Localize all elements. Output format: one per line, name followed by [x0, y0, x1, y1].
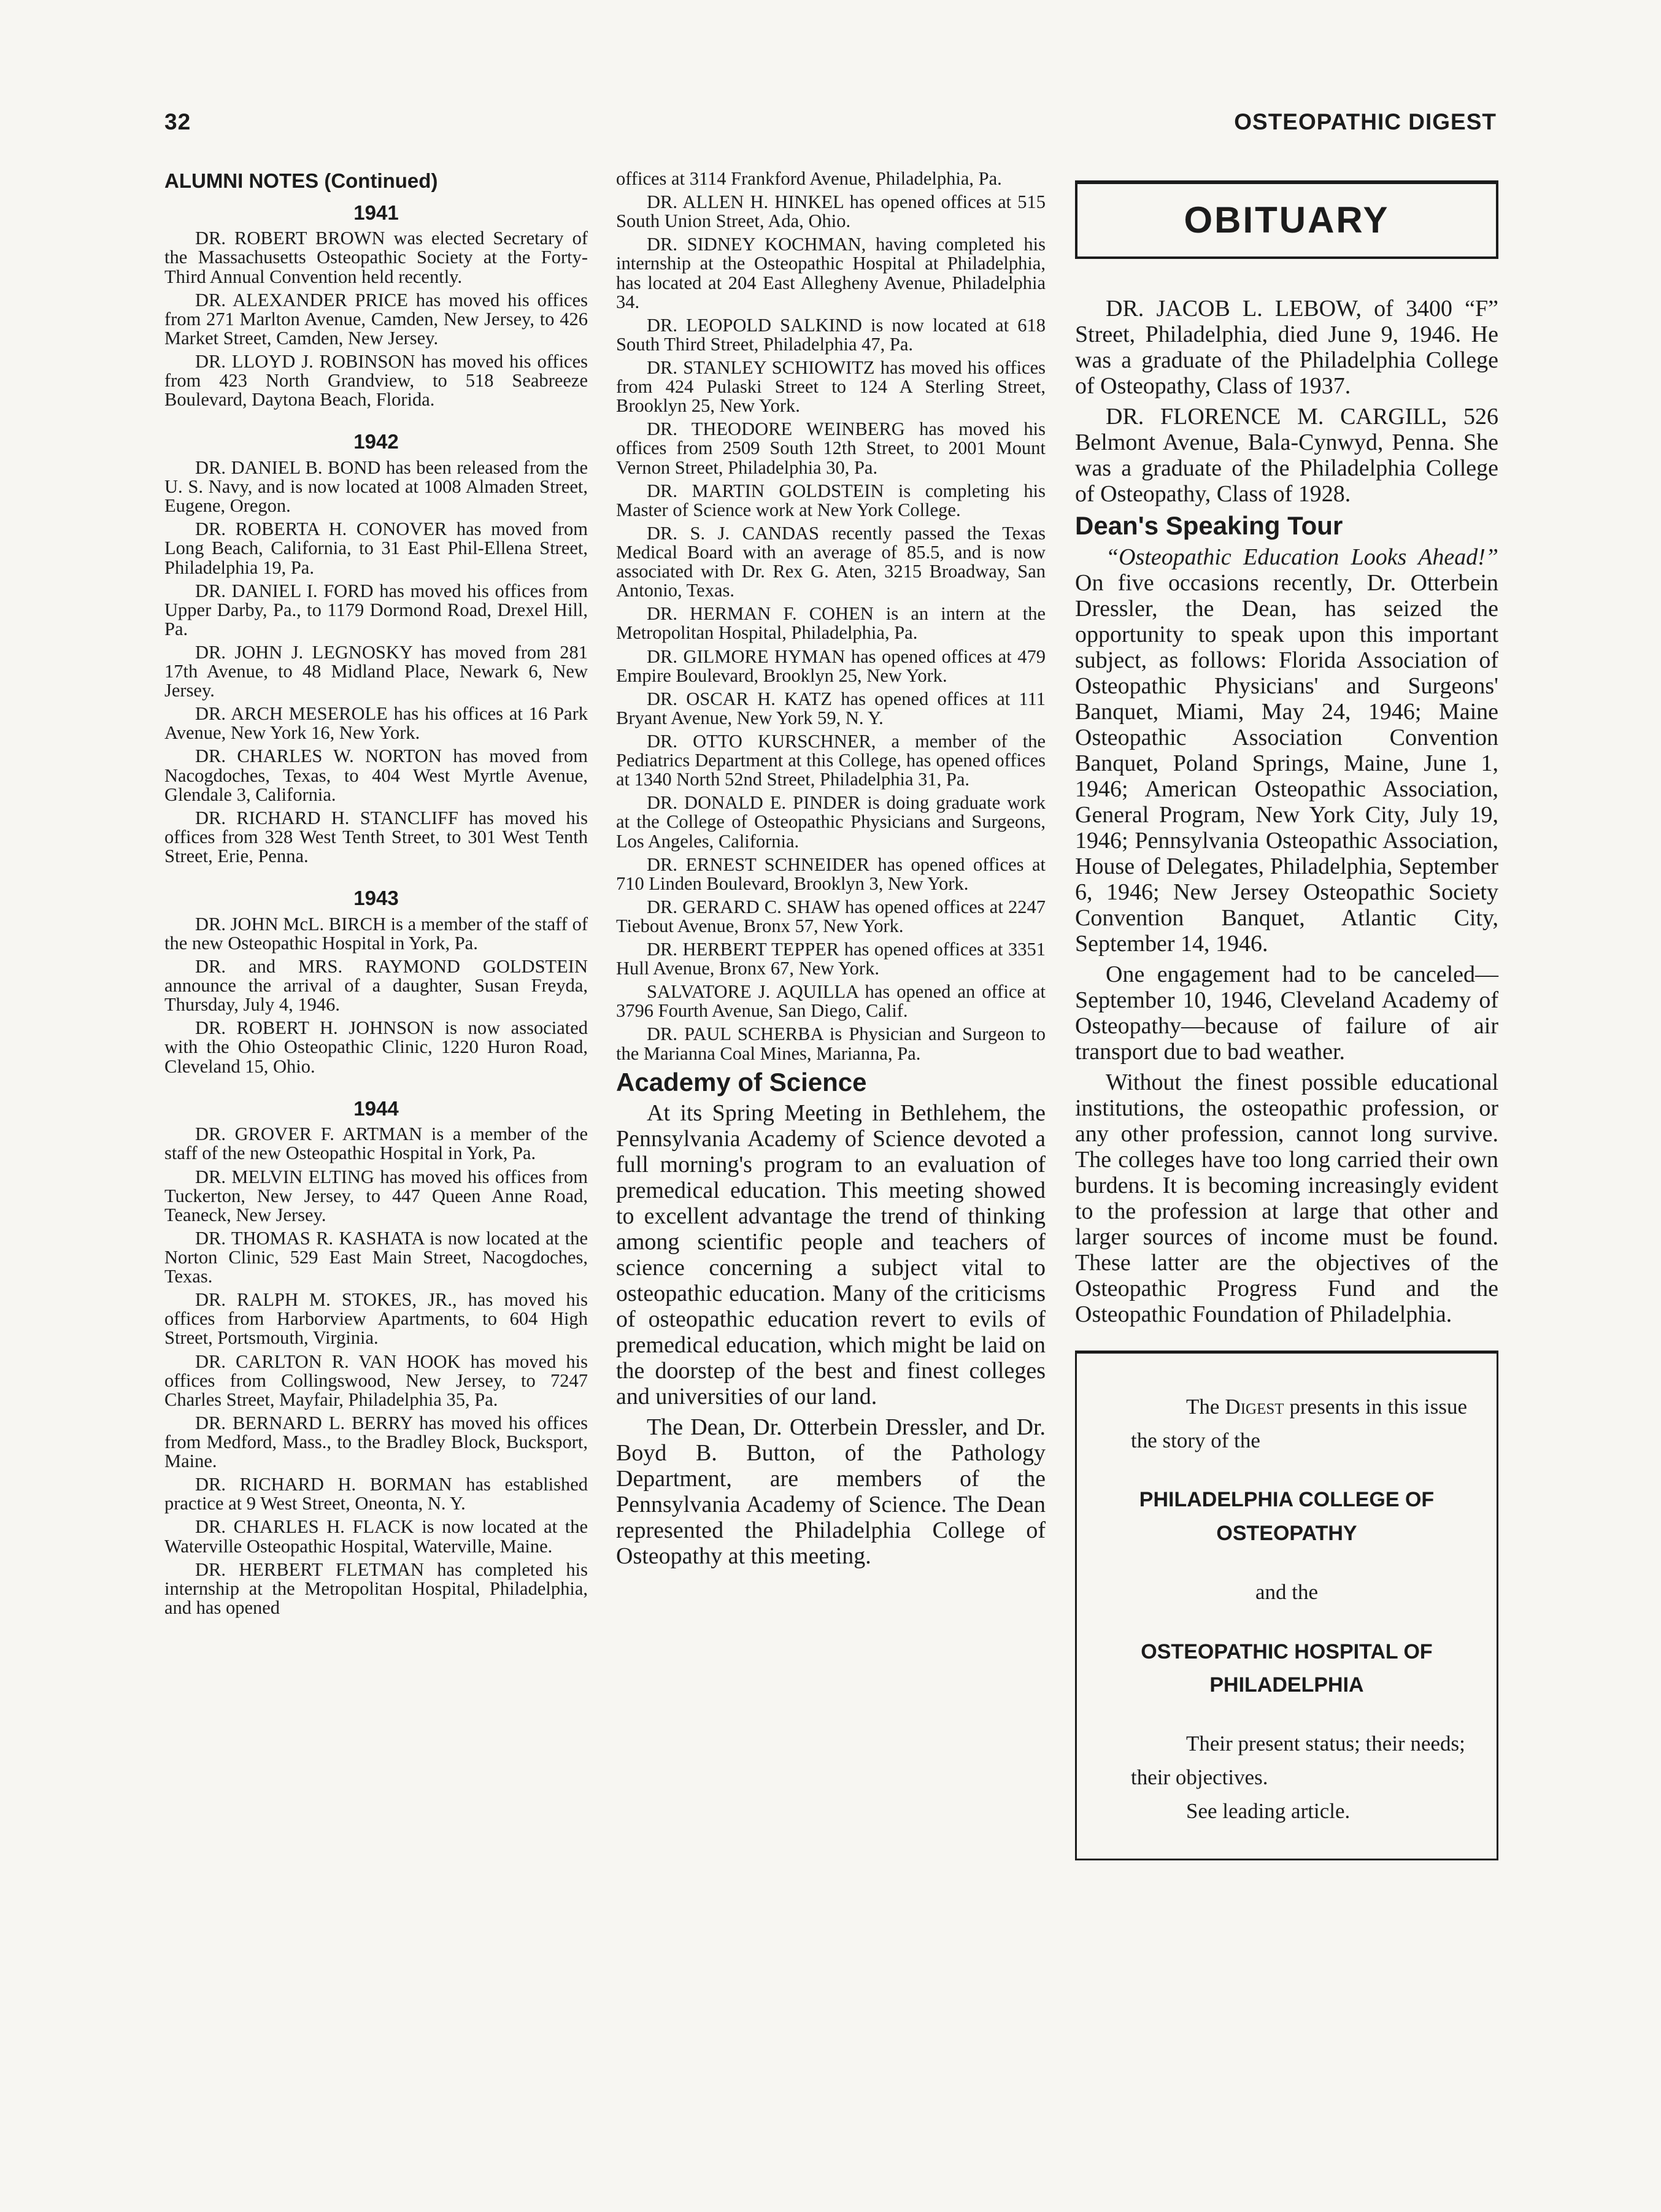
obituary-entry: DR. FLORENCE M. CARGILL, 526 Belmont Avenue, Bala-Cynwyd, Penna. She was a graduate of the Philadelphia College of Osteopathy, Class of 1928. [1075, 404, 1498, 507]
notice-digest: Digest [1225, 1395, 1284, 1419]
alumni-note: DR. ERNEST SCHNEIDER has opened offices at 710 Linden Boulevard, Brooklyn 3, New York. [616, 854, 1046, 894]
alumni-note: DR. CHARLES H. FLACK is now located at the Waterville Osteopathic Hospital, Waterville, Maine. [164, 1516, 588, 1557]
alumni-note: offices at 3114 Frankford Avenue, Philadelphia, Pa. [616, 168, 1002, 189]
alumni-note: DR. DANIEL I. FORD has moved his offices from Upper Darby, Pa., to 1179 Dormond Road, Drexel Hill, Pa. [164, 580, 588, 639]
obituary-entry: DR. JACOB L. LEBOW, of 3400 “F” Street, Philadelphia, died June 9, 1946. He was a graduate of the Philadelphia College of Osteopathy, Class of 1937. [1075, 296, 1498, 399]
year-heading: 1942 [353, 430, 399, 453]
alumni-note: DR. RALPH M. STOKES, JR., has moved his offices from Harborview Apartments, to 604 High Street, Portsmouth, Virginia. [164, 1289, 588, 1349]
notice-college: PHILADELPHIA COLLEGE OF OSTEOPATHY [1139, 1488, 1435, 1545]
notice-intro-b: presents in this issue the story of the [1131, 1395, 1468, 1452]
alumni-note: DR. STANLEY SCHIOWITZ has moved his offices from 424 Pulaski Street to 124 A Sterling Street, Brooklyn 25, New York. [616, 356, 1046, 417]
alumni-note: DR. ALLEN H. HINKEL has opened offices at 515 South Union Street, Ada, Ohio. [616, 191, 1046, 232]
digest-notice-box [1075, 1351, 1498, 1860]
year-heading: 1943 [353, 887, 399, 910]
alumni-note: DR. ROBERT BROWN was elected Secretary of the Massachusetts Osteopathic Society at the Forty-Third Annual Convention held recently. [164, 228, 588, 287]
alumni-note: DR. and MRS. RAYMOND GOLDSTEIN announce the arrival of a daughter, Susan Freyda, Thursday, July 4, 1946. [164, 956, 588, 1015]
alumni-note: DR. MARTIN GOLDSTEIN is completing his Master of Science work at New York College. [616, 480, 1046, 520]
alumni-note: DR. DONALD E. PINDER is doing graduate work at the College of Osteopathic Physicians and Surgeons, Los Angeles, California. [616, 792, 1046, 852]
alumni-note: DR. GILMORE HYMAN has opened offices at 479 Empire Boulevard, Brooklyn 25, New York. [616, 645, 1046, 686]
alumni-note: DR. DANIEL B. BOND has been released from the U. S. Navy, and is now located at 1008 Almaden Street, Eugene, Oregon. [164, 457, 588, 517]
alumni-note: SALVATORE J. AQUILLA has opened an office at 3796 Fourth Avenue, San Diego, Calif. [616, 981, 1046, 1022]
alumni-note: DR. OSCAR H. KATZ has opened offices at 111 Bryant Avenue, New York 59, N. Y. [616, 688, 1046, 728]
alumni-note: DR. PAUL SCHERBA is Physician and Surgeon to the Marianna Coal Mines, Marianna, Pa. [616, 1023, 1046, 1064]
alumni-note: DR. HERBERT TEPPER has opened offices at 3351 Hull Avenue, Bronx 67, New York. [616, 939, 1046, 979]
speaking-tour-paragraph: Without the finest possible educational institutions, the osteopathic profession, or any other profession, cannot long survive. The colleges have too long carried their own burdens. It is becoming increasingly evident to the profession at large that other and larger sources of income must be found. These latter are the objectives of the Osteopathic Progress Fund and the Osteopathic Foundation of Philadelphia. [1075, 1069, 1498, 1328]
academy-paragraph: At its Spring Meeting in Bethlehem, the Pennsylvania Academy of Science devoted a full morning's program to an evaluation of premedical education. This meeting showed to excellent advantage the trend of thinking among scientific people and teachers of science concerning a subject vital to osteopathic education. Many of the criticisms of osteopathic education revert to evils of premedical education, which might be laid on the doorstep of the best and finest colleges and universities of our land. [616, 1100, 1046, 1410]
academy-heading: Academy of Science [616, 1067, 867, 1096]
journal-title: OSTEOPATHIC DIGEST [1234, 109, 1497, 134]
alumni-note: DR. ARCH MESEROLE has his offices at 16 Park Avenue, New York 16, New York. [164, 703, 588, 744]
alumni-note: DR. THEODORE WEINBERG has moved his offices from 2509 South 12th Street, to 2001 Mount Vernon Street, Philadelphia 30, Pa. [616, 418, 1046, 478]
speaking-tour-quote: “Osteopathic Education Looks Ahead!” [1106, 544, 1498, 570]
alumni-note: DR. HERMAN F. COHEN is an intern at the Metropolitan Hospital, Philadelphia, Pa. [616, 603, 1046, 644]
alumni-note: DR. LLOYD J. ROBINSON has moved his offices from 423 North Grandview, to 518 Seabreeze Boulevard, Daytona Beach, Florida. [164, 350, 588, 410]
alumni-note: DR. ROBERT H. JOHNSON is now associated with the Ohio Osteopathic Clinic, 1220 Huron Road, Cleveland 15, Ohio. [164, 1017, 588, 1077]
speaking-tour-paragraph: One engagement had to be canceled—September 10, 1946, Cleveland Academy of Osteopathy—because of failure of air transport due to bad weather. [1075, 961, 1498, 1065]
alumni-note: DR. S. J. CANDAS recently passed the Texas Medical Board with an average of 85.5, and is now associated with Dr. Rex G. Aten, 3215 Broadway, San Antonio, Texas. [616, 522, 1046, 601]
notice-intro-a: The [1186, 1395, 1225, 1419]
obituary-title: OBITUARY [1184, 199, 1390, 241]
page-number: 32 [164, 109, 191, 134]
middle-column [616, 169, 1046, 1574]
year-heading: 1941 [353, 201, 399, 224]
alumni-note: DR. SIDNEY KOCHMAN, having completed his internship at the Osteopathic Hospital at Philadelphia, has located at 204 East Allegheny Avenue, Philadelphia 34. [616, 234, 1046, 312]
alumni-note: DR. CHARLES W. NORTON has moved from Nacogdoches, Texas, to 404 West Myrtle Avenue, Glendale 3, California. [164, 746, 588, 805]
alumni-note: DR. RICHARD H. BORMAN has established practice at 9 West Street, Oneonta, N. Y. [164, 1474, 588, 1514]
alumni-note: DR. RICHARD H. STANCLIFF has moved his offices from 328 West Tenth Street, to 301 West Tenth Street, Erie, Penna. [164, 807, 588, 867]
academy-section [616, 1068, 1046, 1570]
alumni-note: DR. THOMAS R. KASHATA is now located at the Norton Clinic, 529 East Main Street, Nacogdoches, Texas. [164, 1227, 588, 1287]
notice-and-the: and the [1255, 1580, 1319, 1604]
alumni-note: DR. OTTO KURSCHNER, a member of the Pediatrics Department at this College, has opened offices at 1340 North 52nd Street, Philadelphia 31, Pa. [616, 730, 1046, 790]
alumni-notes-continued [616, 169, 1046, 1063]
speaking-tour-heading: Dean's Speaking Tour [1075, 511, 1343, 541]
notice-status: Their present status; their needs; their objectives. [1131, 1732, 1465, 1789]
alumni-note: DR. BERNARD L. BERRY has moved his offices from Medford, Mass., to the Bradley Block, Bucksport, Maine. [164, 1412, 588, 1472]
alumni-note: DR. MELVIN ELTING has moved his offices from Tuckerton, New Jersey, to 447 Queen Anne Road, Teaneck, New Jersey. [164, 1166, 588, 1225]
alumni-notes-heading: ALUMNI NOTES (Continued) [164, 169, 438, 192]
alumni-note: DR. JOHN McL. BIRCH is a member of the staff of the new Osteopathic Hospital in York, Pa. [164, 913, 588, 954]
right-column [1075, 169, 1498, 1860]
year-heading: 1944 [353, 1096, 399, 1120]
alumni-note: DR. HERBERT FLETMAN has completed his internship at the Metropolitan Hospital, Philadelphia, and has opened [164, 1559, 588, 1618]
notice-intro [1131, 1390, 1467, 1457]
alumni-note: DR. ALEXANDER PRICE has moved his offices from 271 Marlton Avenue, Camden, New Jersey, to 426 Market Street, Camden, New Jersey. [164, 289, 588, 349]
alumni-note: DR. JOHN J. LEGNOSKY has moved from 281 17th Avenue, to 48 Midland Place, Newark 6, New Jersey. [164, 641, 588, 701]
alumni-note: DR. LEOPOLD SALKIND is now located at 618 South Third Street, Philadelphia 47, Pa. [616, 314, 1046, 355]
alumni-notes-column [164, 169, 588, 1622]
alumni-note: DR. ROBERTA H. CONOVER has moved from Long Beach, California, to 31 East Phil-Ellena Street, Philadelphia 19, Pa. [164, 518, 588, 578]
academy-paragraph: The Dean, Dr. Otterbein Dressler, and Dr. Boyd B. Button, of the Pathology Department, are members of the Pennsylvania Academy of Science. The Dean represented the Philadelphia College of Osteopathy at this meeting. [616, 1414, 1046, 1570]
speaking-tour-paragraph [1075, 544, 1498, 957]
speaking-tour-text: On five occasions recently, Dr. Otterbein Dressler, the Dean, has seized the opportunity to speak upon this important subject, as follows: Florida Association of Osteopathic Physicians' and Surgeons' Banquet, Miami, May 24, 1946; Maine Osteopathic Association Convention Banquet, Poland Springs, Maine, June 1, 1946; American Osteopathic Association, General Program, New York City, July 19, 1946; Pennsylvania Osteopathic Association, House of Delegates, Philadelphia, September 6, 1946; New Jersey Osteopathic Society Convention Banquet, Atlantic City, September 14, 1946. [1075, 569, 1498, 957]
obituary-banner [1075, 180, 1498, 259]
notice-hospital: OSTEOPATHIC HOSPITAL OF PHILADELPHIA [1141, 1640, 1433, 1697]
alumni-note: DR. GROVER F. ARTMAN is a member of the staff of the new Osteopathic Hospital in York, Pa. [164, 1123, 588, 1164]
notice-see: See leading article. [1186, 1798, 1351, 1823]
alumni-note: DR. GERARD C. SHAW has opened offices at 2247 Tiebout Avenue, Bronx 57, New York. [616, 896, 1046, 936]
alumni-note: DR. CARLTON R. VAN HOOK has moved his offices from Collingswood, New Jersey, to 7247 Charles Street, Mayfair, Philadelphia 35, Pa. [164, 1351, 588, 1410]
